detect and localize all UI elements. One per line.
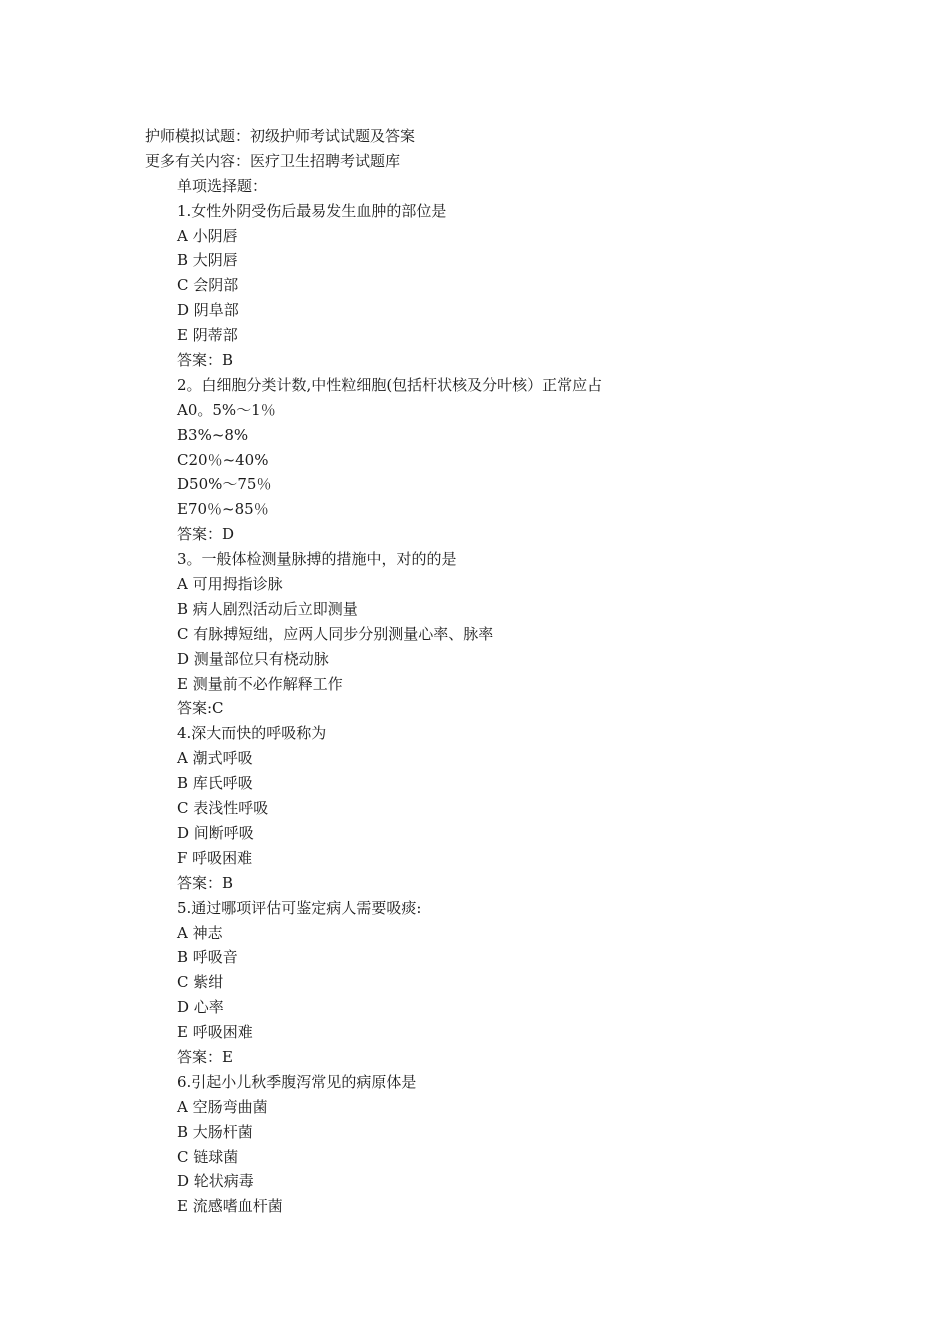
option-e: E 呼吸困难 [177,1023,253,1042]
question-stem: 5.通过哪项评估可鉴定病人需要吸痰: [177,898,422,917]
option-c: C 链球菌 [177,1147,239,1166]
question-5 [145,896,845,1070]
option-d: D 间断呼吸 [177,823,254,842]
option-e: E 阴蒂部 [177,326,238,345]
question-2 [145,373,845,547]
option-f: F 呼吸困难 [177,848,253,867]
answer-line: 答案：E [177,1047,233,1066]
answer-line: 答案：B [177,351,234,370]
option-c: C20％~40% [177,450,269,469]
option-b: B 大肠杆菌 [177,1122,253,1141]
document-title: 护师模拟试题：初级护师考试试题及答案 [145,127,416,145]
question-stem: 1.女性外阴受伤后最易发生血肿的部位是 [177,201,447,220]
section-heading: 单项选择题： [177,176,268,195]
option-c: C 表浅性呼吸 [177,799,269,818]
question-3 [145,547,845,721]
option-d: D 轮状病毒 [177,1172,254,1191]
option-d: D 阴阜部 [177,301,239,320]
option-c: C 有脉搏短绌，应两人同步分别测量心率、脉率 [177,624,494,643]
answer-line: 答案：B [177,873,234,892]
option-d: D 心率 [177,998,224,1017]
option-b: B3%~8% [177,425,249,444]
option-c: C 会阴部 [177,276,239,295]
option-b: B 病人剧烈活动后立即测量 [177,599,358,618]
question-stem: 2。白细胞分类计数,中性粒细胞(包括杆状核及分叶核）正常应占 [177,375,603,394]
option-e: E70％~85％ [177,500,269,519]
option-b: B 库氏呼吸 [177,774,253,793]
question-6 [145,1070,845,1219]
question-stem: 3。一般体检测量脉搏的措施中，对的的是 [177,550,457,569]
question-4 [145,721,845,895]
option-a: A 潮式呼吸 [177,749,253,768]
option-a: A 空肠弯曲菌 [177,1097,268,1116]
document-body [145,124,845,1219]
option-e: E 测量前不必作解释工作 [177,674,343,693]
option-d: D 测量部位只有桡动脉 [177,649,329,668]
option-e: E 流感嗜血杆菌 [177,1197,283,1216]
answer-line: 答案:C [177,699,224,718]
answer-line: 答案：D [177,525,235,544]
option-b: B 呼吸音 [177,948,238,967]
option-b: B 大阴唇 [177,251,238,270]
option-a: A0。5%～1％ [177,400,276,419]
option-a: A 可用拇指诊脉 [177,575,283,594]
question-1 [145,199,845,373]
option-c: C 紫绀 [177,973,224,992]
question-stem: 4.深大而快的呼吸称为 [177,724,327,743]
option-a: A 小阴唇 [177,226,238,245]
question-stem: 6.引起小儿秋季腹泻常见的病原体是 [177,1072,417,1091]
option-a: A 神志 [177,923,223,942]
option-d: D50%～75％ [177,475,272,494]
related-content-line: 更多有关内容：医疗卫生招聘考试题库 [145,151,401,170]
